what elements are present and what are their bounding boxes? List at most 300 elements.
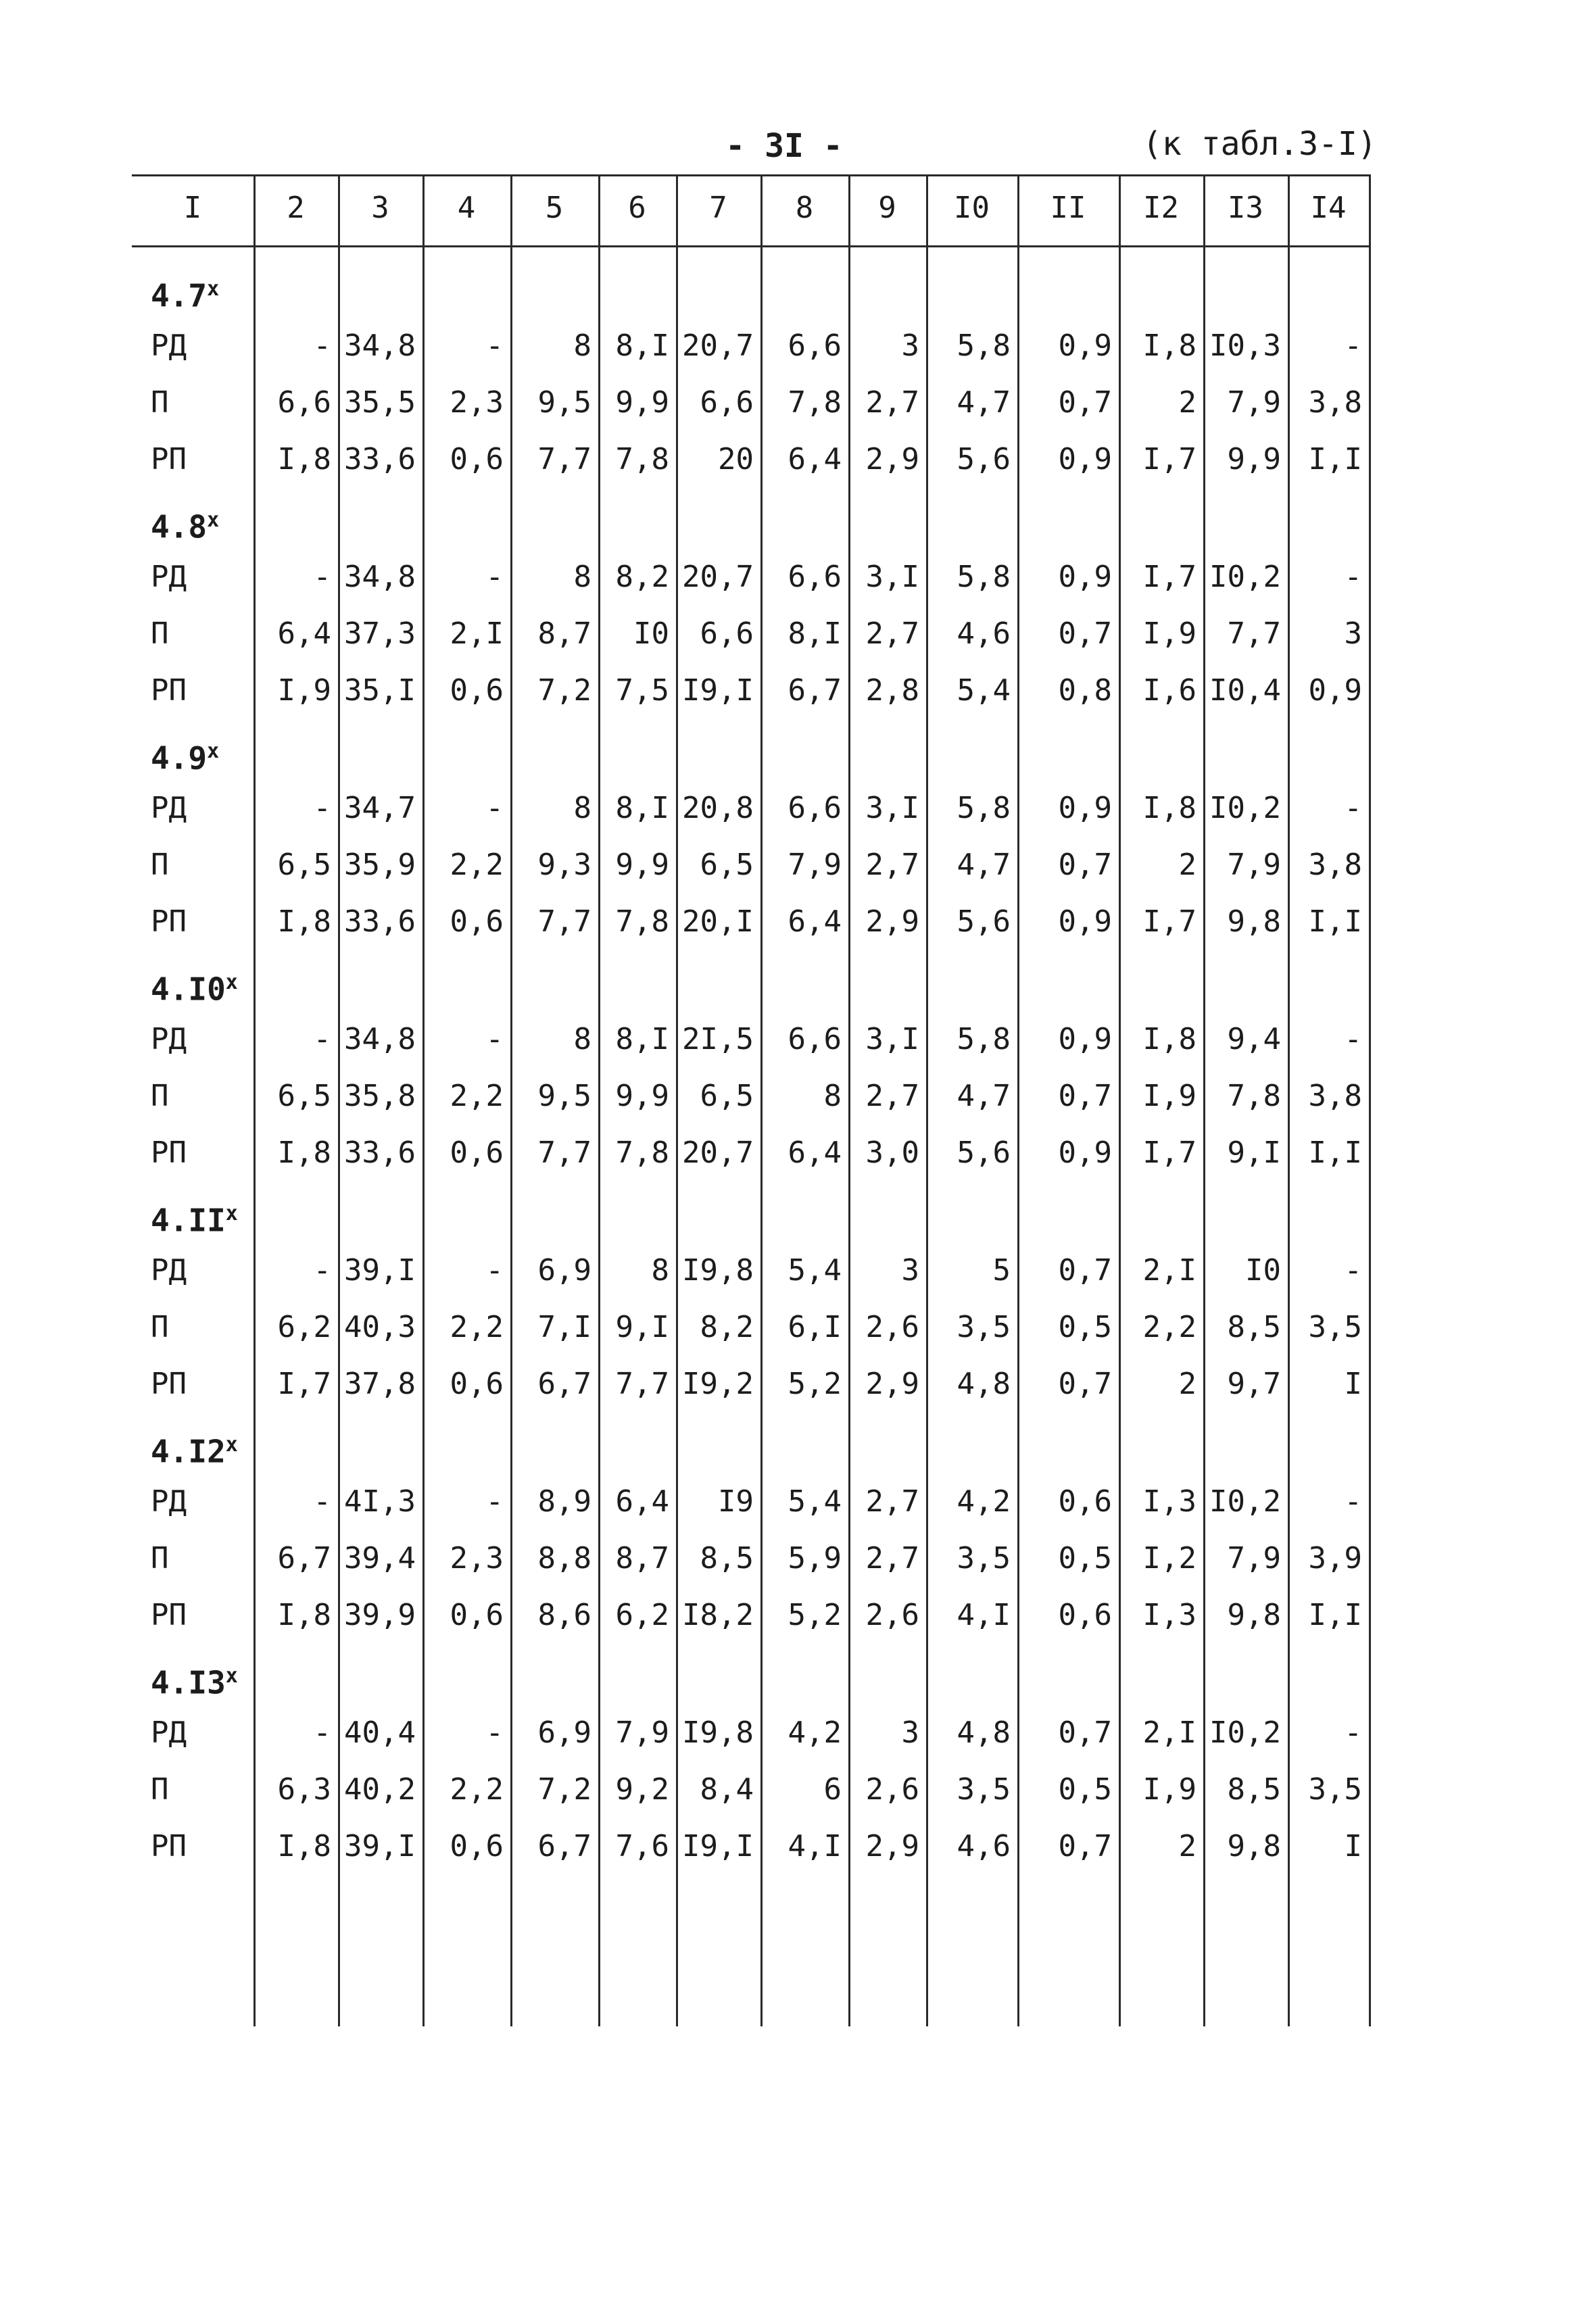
table-cell: 7,9 [1227,385,1281,420]
table-cell: 5,2 [788,1598,842,1632]
table-cell: 37,8 [344,1367,416,1401]
table-cell: 2,2 [450,1310,504,1344]
table-cell: I [1344,1829,1362,1863]
table-cell: 3,0 [865,1136,919,1170]
group-mark: x [225,971,238,994]
table-cell: 8,2 [615,560,669,594]
group-mark: x [225,1664,238,1688]
row-label: РД [151,560,187,594]
table-cell: 5,6 [957,904,1011,939]
table-cell: 0,7 [1058,616,1112,651]
column-header: 2 [287,191,305,225]
table-cell: 2,6 [865,1772,919,1807]
table-cell: 0,7 [1058,1715,1112,1750]
table-cell: I9,8 [682,1715,754,1750]
table-cell: I,9 [277,673,331,708]
table-cell: I,7 [277,1367,331,1401]
table-cell: - [485,1484,504,1519]
column-divider [338,174,340,2026]
table-cell: - [485,791,504,825]
table-cell: 7,7 [537,904,591,939]
row-label: РП [151,1598,187,1632]
table-cell: 2,7 [865,1079,919,1113]
table-cell: 8,5 [1227,1310,1281,1344]
column-header: I [183,191,202,225]
column-divider [1203,174,1205,2026]
column-divider [510,174,512,2026]
table-cell: 0,9 [1058,1136,1112,1170]
table-cell: I,8 [277,1598,331,1632]
column-divider [1369,174,1371,2026]
table-cell: 39,4 [344,1541,416,1576]
table-cell: 5,8 [957,791,1011,825]
table-cell: 8 [651,1253,669,1288]
column-divider [1119,174,1121,2026]
table-cell: 3 [901,1253,919,1288]
table-cell: I,2 [1142,1541,1196,1576]
table-cell: 2,2 [450,1772,504,1807]
table-cell: 37,3 [344,616,416,651]
table-cell: 2,7 [865,848,919,882]
table-cell: 9,8 [1227,904,1281,939]
table-cell: 0,9 [1058,1022,1112,1056]
group-label-text: 4.9 [151,739,208,777]
table-cell: 33,6 [344,904,416,939]
table-cell: 2,I [1142,1253,1196,1288]
table-cell: 7,5 [615,673,669,708]
table-cell: 6,4 [277,616,331,651]
table-cell: 7,7 [615,1367,669,1401]
table-cell: 8,9 [537,1484,591,1519]
table-cell: 20,7 [682,1136,754,1170]
column-divider [760,174,763,2026]
group-label-text: 4.8 [151,508,208,545]
table-cell: 5,4 [957,673,1011,708]
row-label: РД [151,1253,187,1288]
table-cell: 8,7 [537,616,591,651]
table-cell: I,8 [1142,1022,1196,1056]
table-cell: 2,9 [865,904,919,939]
page-number: - 3I - [725,127,843,165]
table-cell: 4,6 [957,1829,1011,1863]
group-label-text: 4.II [151,1202,226,1239]
table-cell: 4,7 [957,848,1011,882]
table-cell: 5,6 [957,442,1011,477]
table-cell: - [313,328,331,363]
table-cell: 8,4 [700,1772,754,1807]
table-cell: 6,4 [788,904,842,939]
table-cell: - [313,1484,331,1519]
column-header: II [1050,191,1086,225]
table-cell: 7,7 [537,1136,591,1170]
table-cell: I,9 [1142,616,1196,651]
table-cell: 34,8 [344,1022,416,1056]
table-cell: 3 [901,1715,919,1750]
column-header: 4 [457,191,476,225]
table-cell: 6,3 [277,1772,331,1807]
table-cell: 2,9 [865,442,919,477]
table-cell: - [1344,1715,1362,1750]
row-label: П [151,1079,169,1113]
row-label: П [151,1310,169,1344]
table-cell: 9,I [615,1310,669,1344]
table-cell: 0,5 [1058,1310,1112,1344]
table-cell: 3,8 [1308,1079,1362,1113]
table-cell: 5,2 [788,1367,842,1401]
row-label: П [151,616,169,651]
table-cell: 7,7 [1227,616,1281,651]
table-cell: I,7 [1142,904,1196,939]
table-cell: 0,6 [450,1136,504,1170]
table-cell: 6,6 [700,616,754,651]
table-cell: I0,3 [1209,328,1281,363]
table-cell: - [485,1022,504,1056]
table-cell: 34,8 [344,560,416,594]
table-cell: 35,5 [344,385,416,420]
table-cell: 6,4 [788,442,842,477]
table-cell: I,3 [1142,1484,1196,1519]
table-cell: - [313,1253,331,1288]
column-header: I0 [954,191,990,225]
table-cell: 2,6 [865,1598,919,1632]
table-cell: 6 [823,1772,842,1807]
table-cell: 6,4 [615,1484,669,1519]
table-reference: (к табл.3-I) [1142,125,1377,163]
table-cell: 8,6 [537,1598,591,1632]
table-cell: 8,7 [615,1541,669,1576]
table-cell: 0,9 [1058,442,1112,477]
table-cell: I,I [1308,904,1362,939]
row-label: РП [151,1136,187,1170]
table-cell: 2,9 [865,1367,919,1401]
table-cell: 3,I [865,560,919,594]
table-cell: 20,I [682,904,754,939]
column-header: 8 [795,191,814,225]
table-cell: 9,4 [1227,1022,1281,1056]
table-cell: 40,3 [344,1310,416,1344]
table-cell: 8,I [615,328,669,363]
table-cell: 7,9 [615,1715,669,1750]
table-cell: 0,9 [1058,904,1112,939]
table-cell: I,8 [1142,791,1196,825]
table-cell: I,I [1308,1136,1362,1170]
table-cell: 4,2 [957,1484,1011,1519]
column-header: 9 [878,191,896,225]
group-mark: x [225,1433,238,1457]
group-label-text: 4.I3 [151,1664,226,1701]
column-header: 3 [371,191,389,225]
table-cell: 0,7 [1058,1253,1112,1288]
table-cell: 2,I [450,616,504,651]
table-cell: I0,2 [1209,1484,1281,1519]
table-cell: 8,I [615,791,669,825]
column-divider [848,174,850,2026]
table-cell: 9,5 [537,385,591,420]
table-cell: 33,6 [344,442,416,477]
table-cell: 6,6 [788,328,842,363]
column-header: 7 [709,191,727,225]
table-cell: - [485,328,504,363]
table-cell: 4,6 [957,616,1011,651]
table-cell: 0,5 [1058,1772,1112,1807]
table-cell: 3,9 [1308,1541,1362,1576]
table-cell: 9,3 [537,848,591,882]
column-header: I4 [1310,191,1347,225]
table-cell: 5,8 [957,1022,1011,1056]
table-cell: 9,9 [615,385,669,420]
table-cell: 2,7 [865,1484,919,1519]
table-cell: - [1344,1253,1362,1288]
table-cell: I,3 [1142,1598,1196,1632]
group-mark: x [207,277,220,301]
table-cell: I [1344,1367,1362,1401]
table-cell: I,8 [277,1136,331,1170]
table-cell: 7,8 [615,442,669,477]
table-cell: I,7 [1142,1136,1196,1170]
table-cell: - [1344,1484,1362,1519]
table-cell: 7,8 [788,385,842,420]
table-cell: 20 [718,442,754,477]
table-cell: 40,4 [344,1715,416,1750]
table-cell: 4,7 [957,385,1011,420]
row-label: РП [151,673,187,708]
table-cell: 2,7 [865,385,919,420]
table-cell: 5,9 [788,1541,842,1576]
table-cell: - [313,1715,331,1750]
table-cell: 7,9 [1227,848,1281,882]
table-cell: 5,6 [957,1136,1011,1170]
group-label [151,1187,238,1241]
table-cell: 34,7 [344,791,416,825]
table-cell: 3,I [865,791,919,825]
group-label-text: 4.I2 [151,1433,226,1470]
column-header: 5 [545,191,564,225]
table-cell: I9,2 [682,1367,754,1401]
table-cell: 4,I [957,1598,1011,1632]
table-cell: 9,8 [1227,1598,1281,1632]
table-cell: 0,9 [1058,791,1112,825]
table-cell: 7,7 [537,442,591,477]
table-cell: I,7 [1142,442,1196,477]
table-cell: 2,7 [865,1541,919,1576]
table-cell: I,I [1308,442,1362,477]
table-cell: 2,3 [450,1541,504,1576]
table-cell: 2,2 [1142,1310,1196,1344]
table-cell: 0,9 [1058,560,1112,594]
table-cell: 8 [573,791,591,825]
table-cell: I9,8 [682,1253,754,1288]
table-cell: 6,7 [537,1829,591,1863]
table-cell: 9,5 [537,1079,591,1113]
table-cell: 8 [573,328,591,363]
table-cell: 2,6 [865,1310,919,1344]
table-cell: 3,5 [957,1541,1011,1576]
table-cell: 6,6 [700,385,754,420]
table-cell: 0,6 [450,1367,504,1401]
table-cell: 6,9 [537,1715,591,1750]
table-cell: I9,I [682,673,754,708]
table-cell: I,7 [1142,560,1196,594]
table-cell: I,9 [1142,1772,1196,1807]
row-label: РП [151,442,187,477]
table-cell: 4,8 [957,1715,1011,1750]
table-cell: 2 [1178,385,1196,420]
table-cell: 0,7 [1058,385,1112,420]
table-cell: - [313,560,331,594]
table-cell: 6,2 [615,1598,669,1632]
data-table [132,174,1379,2026]
row-label: П [151,1772,169,1807]
table-cell: - [1344,1022,1362,1056]
table-cell: 3,5 [957,1310,1011,1344]
group-mark: x [207,508,220,532]
table-cell: I0 [1245,1253,1281,1288]
table-cell: 9,8 [1227,1829,1281,1863]
table-cell: 6,I [788,1310,842,1344]
table-cell: 4I,3 [344,1484,416,1519]
row-divider [132,174,1371,176]
table-cell: 0,8 [1058,673,1112,708]
table-cell: 7,6 [615,1829,669,1863]
group-label [151,956,238,1010]
table-cell: 9,9 [615,848,669,882]
table-cell: 3,5 [1308,1772,1362,1807]
table-cell: 7,8 [1227,1079,1281,1113]
column-divider [1288,174,1290,2026]
table-cell: 35,8 [344,1079,416,1113]
table-cell: 0,6 [450,1829,504,1863]
table-cell: 4,7 [957,1079,1011,1113]
table-cell: 6,7 [788,673,842,708]
table-cell: I,6 [1142,673,1196,708]
table-cell: 0,9 [1058,328,1112,363]
table-cell: 5,4 [788,1253,842,1288]
table-cell: 6,5 [277,848,331,882]
table-cell: 0,7 [1058,848,1112,882]
table-cell: 39,9 [344,1598,416,1632]
table-cell: 8,5 [700,1541,754,1576]
table-cell: 8,5 [1227,1772,1281,1807]
group-label [151,1418,238,1472]
table-cell: 0,6 [450,1598,504,1632]
table-cell: 6,6 [788,1022,842,1056]
table-cell: 6,6 [788,560,842,594]
table-cell: I9 [718,1484,754,1519]
row-label: РП [151,1367,187,1401]
table-cell: I9,I [682,1829,754,1863]
table-cell: 35,9 [344,848,416,882]
table-cell: I0 [633,616,669,651]
table-cell: 6,7 [537,1367,591,1401]
column-header: I2 [1143,191,1179,225]
table-cell: 2,3 [450,385,504,420]
table-cell: 6,6 [788,791,842,825]
row-label: П [151,385,169,420]
column-divider [598,174,600,2026]
table-cell: 9,2 [615,1772,669,1807]
table-cell: - [313,791,331,825]
row-label: РД [151,1715,187,1750]
column-divider [1017,174,1019,2026]
table-cell: 9,I [1227,1136,1281,1170]
column-divider [253,174,256,2026]
table-cell: - [1344,560,1362,594]
column-header: I3 [1228,191,1263,225]
table-cell: 8 [823,1079,842,1113]
table-cell: 3,5 [957,1772,1011,1807]
group-label [151,725,219,779]
table-cell: I0,4 [1209,673,1281,708]
table-cell: 5,8 [957,560,1011,594]
table-cell: 7,9 [1227,1541,1281,1576]
table-cell: 3,8 [1308,848,1362,882]
row-label: П [151,848,169,882]
table-cell: 9,7 [1227,1367,1281,1401]
table-cell: 8,8 [537,1541,591,1576]
table-cell: - [313,1022,331,1056]
table-cell: 6,5 [277,1079,331,1113]
table-cell: 0,5 [1058,1541,1112,1576]
table-cell: I,8 [277,442,331,477]
table-cell: 7,9 [788,848,842,882]
row-divider [132,245,1371,247]
table-cell: - [485,1715,504,1750]
table-cell: 33,6 [344,1136,416,1170]
group-label [151,262,219,316]
column-divider [676,174,678,2026]
table-cell: 8,2 [700,1310,754,1344]
table-cell: 20,8 [682,791,754,825]
table-cell: 9,9 [1227,442,1281,477]
column-divider [926,174,928,2026]
table-cell: 6,2 [277,1310,331,1344]
table-cell: 7,I [537,1310,591,1344]
table-cell: 3 [901,328,919,363]
table-cell: I8,2 [682,1598,754,1632]
table-cell: - [485,1253,504,1288]
row-label: РД [151,1022,187,1056]
table-cell: 0,9 [1308,673,1362,708]
table-cell: 7,8 [615,904,669,939]
table-cell: I,I [1308,1598,1362,1632]
group-mark: x [207,739,220,763]
table-cell: 5,4 [788,1484,842,1519]
table-cell: 39,I [344,1829,416,1863]
table-cell: I,8 [277,1829,331,1863]
table-cell: 6,5 [700,1079,754,1113]
table-cell: 0,6 [450,673,504,708]
group-label [151,1649,238,1703]
table-cell: 2,I [1142,1715,1196,1750]
table-cell: 6,9 [537,1253,591,1288]
table-cell: 5,8 [957,328,1011,363]
table-cell: 2 [1178,848,1196,882]
table-cell: 7,8 [615,1136,669,1170]
table-cell: 2,2 [450,848,504,882]
table-cell: 3,I [865,1022,919,1056]
table-cell: 7,2 [537,1772,591,1807]
group-label-text: 4.7 [151,277,208,314]
table-cell: 39,I [344,1253,416,1288]
table-cell: 3,8 [1308,385,1362,420]
row-label: П [151,1541,169,1576]
table-cell: 8,I [788,616,842,651]
table-cell: 40,2 [344,1772,416,1807]
table-cell: 4,2 [788,1715,842,1750]
table-cell: - [1344,791,1362,825]
table-cell: 9,9 [615,1079,669,1113]
row-label: РД [151,791,187,825]
